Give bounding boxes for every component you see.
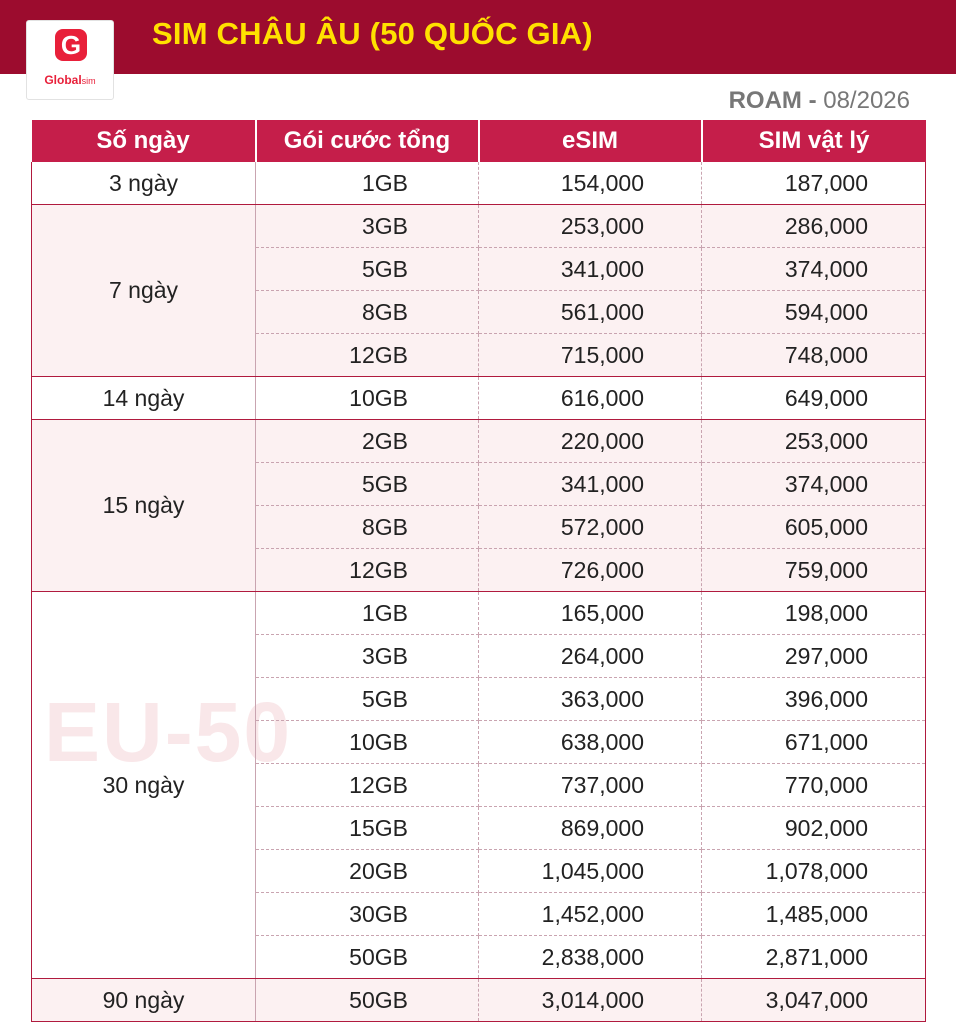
cell-physical-sim-price: 1,485,000 [702, 893, 926, 936]
table-header-row [32, 120, 926, 162]
cell-physical-sim-price: 3,047,000 [702, 979, 926, 1022]
logo-g-icon: G [55, 29, 87, 61]
table-row [32, 205, 926, 248]
subtitle-brand: ROAM [728, 87, 802, 114]
column-header-package: Gói cước tổng [256, 120, 479, 162]
cell-days: 14 ngày [32, 377, 256, 420]
cell-package: 3GB [256, 205, 479, 248]
cell-package: 8GB [256, 291, 479, 334]
cell-package: 1GB [256, 162, 479, 205]
cell-package: 5GB [256, 678, 479, 721]
cell-esim-price: 715,000 [479, 334, 702, 377]
cell-esim-price: 726,000 [479, 549, 702, 592]
cell-physical-sim-price: 374,000 [702, 248, 926, 291]
cell-package: 10GB [256, 377, 479, 420]
cell-package: 3GB [256, 635, 479, 678]
cell-physical-sim-price: 759,000 [702, 549, 926, 592]
cell-esim-price: 869,000 [479, 807, 702, 850]
cell-package: 50GB [256, 979, 479, 1022]
cell-esim-price: 737,000 [479, 764, 702, 807]
subtitle [729, 87, 910, 115]
table-row [32, 162, 926, 205]
cell-package: 20GB [256, 850, 479, 893]
page-title: SIM CHÂU ÂU (50 QUỐC GIA) [152, 16, 593, 51]
title-bar [0, 0, 956, 74]
table-row [32, 979, 926, 1022]
cell-package: 12GB [256, 334, 479, 377]
cell-physical-sim-price: 286,000 [702, 205, 926, 248]
cell-esim-price: 561,000 [479, 291, 702, 334]
cell-package: 5GB [256, 248, 479, 291]
cell-physical-sim-price: 902,000 [702, 807, 926, 850]
cell-package: 12GB [256, 549, 479, 592]
cell-days: 7 ngày [32, 205, 256, 377]
cell-package: 15GB [256, 807, 479, 850]
logo-text-global: Global [44, 73, 82, 87]
globalsim-logo [26, 20, 114, 100]
cell-esim-price: 165,000 [479, 592, 702, 635]
cell-package: 50GB [256, 936, 479, 979]
cell-esim-price: 253,000 [479, 205, 702, 248]
column-header-days: Số ngày [32, 120, 256, 162]
cell-package: 5GB [256, 463, 479, 506]
cell-physical-sim-price: 297,000 [702, 635, 926, 678]
cell-physical-sim-price: 1,078,000 [702, 850, 926, 893]
cell-esim-price: 572,000 [479, 506, 702, 549]
cell-physical-sim-price: 2,871,000 [702, 936, 926, 979]
cell-physical-sim-price: 594,000 [702, 291, 926, 334]
cell-esim-price: 363,000 [479, 678, 702, 721]
cell-package: 8GB [256, 506, 479, 549]
cell-package: 10GB [256, 721, 479, 764]
subtitle-separator: - [801, 87, 824, 114]
cell-package: 1GB [256, 592, 479, 635]
cell-esim-price: 1,045,000 [479, 850, 702, 893]
cell-esim-price: 3,014,000 [479, 979, 702, 1022]
cell-esim-price: 616,000 [479, 377, 702, 420]
cell-esim-price: 220,000 [479, 420, 702, 463]
cell-physical-sim-price: 770,000 [702, 764, 926, 807]
cell-esim-price: 2,838,000 [479, 936, 702, 979]
table-row [32, 377, 926, 420]
cell-package: 30GB [256, 893, 479, 936]
table-body [32, 162, 926, 1022]
cell-esim-price: 154,000 [479, 162, 702, 205]
cell-physical-sim-price: 748,000 [702, 334, 926, 377]
cell-physical-sim-price: 374,000 [702, 463, 926, 506]
cell-physical-sim-price: 198,000 [702, 592, 926, 635]
column-header-esim: eSIM [479, 120, 702, 162]
subtitle-date: 08/2026 [823, 87, 910, 114]
watermark: EU-50 [44, 685, 293, 779]
logo-text-sim: sim [81, 76, 96, 86]
cell-physical-sim-price: 605,000 [702, 506, 926, 549]
cell-esim-price: 638,000 [479, 721, 702, 764]
cell-physical-sim-price: 253,000 [702, 420, 926, 463]
price-table [31, 120, 926, 1022]
cell-days: 15 ngày [32, 420, 256, 592]
cell-physical-sim-price: 187,000 [702, 162, 926, 205]
cell-esim-price: 264,000 [479, 635, 702, 678]
cell-days: 30 ngày [32, 592, 256, 979]
table-row [32, 420, 926, 463]
cell-package: 12GB [256, 764, 479, 807]
logo-wordmark [27, 73, 113, 87]
cell-physical-sim-price: 396,000 [702, 678, 926, 721]
column-header-physical-sim: SIM vật lý [702, 120, 926, 162]
cell-days: 90 ngày [32, 979, 256, 1022]
cell-esim-price: 1,452,000 [479, 893, 702, 936]
table-row [32, 592, 926, 635]
cell-package: 2GB [256, 420, 479, 463]
cell-physical-sim-price: 649,000 [702, 377, 926, 420]
cell-physical-sim-price: 671,000 [702, 721, 926, 764]
cell-esim-price: 341,000 [479, 248, 702, 291]
cell-days: 3 ngày [32, 162, 256, 205]
cell-esim-price: 341,000 [479, 463, 702, 506]
